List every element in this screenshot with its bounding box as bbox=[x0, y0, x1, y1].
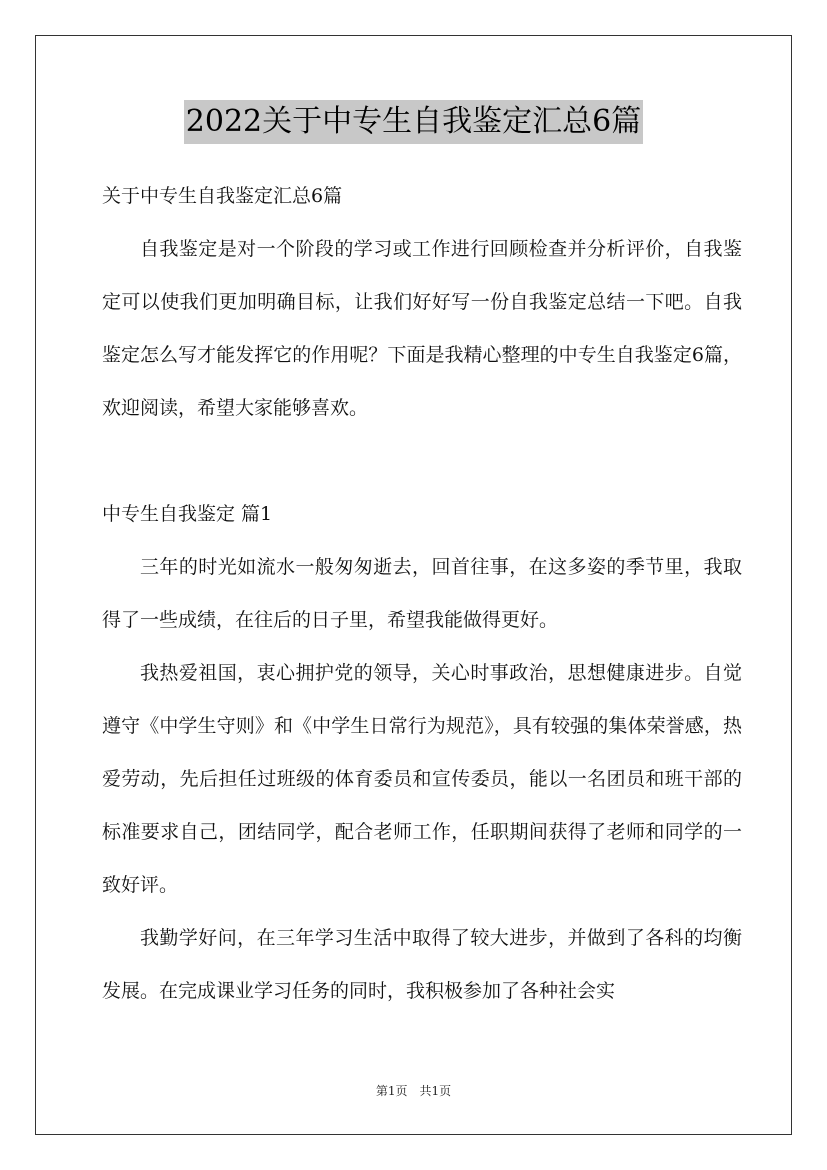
page-footer: 第1页 共1页 bbox=[375, 1084, 452, 1098]
title-container bbox=[0, 100, 827, 144]
section-heading: 中专生自我鉴定 篇1 bbox=[102, 503, 273, 525]
paragraph-gap bbox=[102, 435, 742, 488]
document-subtitle: 关于中专生自我鉴定汇总6篇 bbox=[102, 185, 343, 207]
body-paragraph-3: 我勤学好问，在三年学习生活中取得了较大进步，并做到了各科的均衡发展。在完成课业学习任务的同时，我积极参加了各种社会实 bbox=[102, 927, 742, 1002]
body-paragraph-2: 我热爱祖国，衷心拥护党的领导，关心时事政治，思想健康进步。自觉遵守《中学生守则》和《中学生日常行为规范》，具有较强的集体荣誉感，热爱劳动，先后担任过班级的体育委员和宣传委员，能以一名团员和班干部的标准要求自己，团结同学，配合老师工作，任职期间获得了老师和同学的一致好评。 bbox=[102, 662, 742, 896]
intro-paragraph: 自我鉴定是对一个阶段的学习或工作进行回顾检查并分析评价，自我鉴定可以使我们更加明确目标，让我们好好写一份自我鉴定总结一下吧。自我鉴定怎么写才能发挥它的作用呢？下面是我精心整理的中专生自我鉴定6篇，欢迎阅读，希望大家能够喜欢。 bbox=[102, 238, 742, 419]
document-body bbox=[102, 170, 742, 1018]
body-paragraph-1: 三年的时光如流水一般匆匆逝去，回首往事，在这多姿的季节里，我取得了一些成绩，在往后的日子里，希望我能做得更好。 bbox=[102, 556, 742, 631]
document-title: 2022关于中专生自我鉴定汇总6篇 bbox=[184, 100, 643, 144]
